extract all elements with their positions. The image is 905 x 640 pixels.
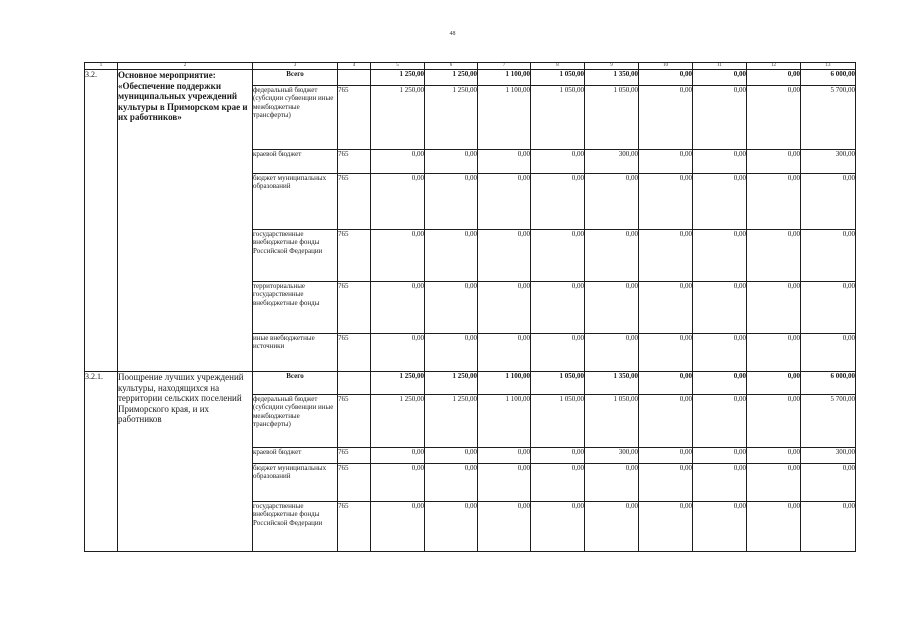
column-header: 7 xyxy=(478,63,531,70)
amount-cell: 0,00 xyxy=(639,150,693,174)
amount-cell: 0,00 xyxy=(371,230,425,282)
budget-code: 765 xyxy=(338,502,371,552)
amount-cell: 0,00 xyxy=(693,282,747,334)
budget-code: 765 xyxy=(338,230,371,282)
amount-cell: 0,00 xyxy=(585,334,639,372)
budget-table xyxy=(84,62,856,552)
funding-source: Всего xyxy=(253,372,338,395)
amount-cell: 0,00 xyxy=(531,502,585,552)
column-header: 10 xyxy=(639,63,693,70)
amount-cell: 0,00 xyxy=(747,150,801,174)
amount-cell: 0,00 xyxy=(478,334,531,372)
amount-cell: 0,00 xyxy=(425,502,478,552)
amount-cell: 1 100,00 xyxy=(478,86,531,150)
amount-cell: 0,00 xyxy=(478,174,531,230)
amount-cell: 0,00 xyxy=(801,230,856,282)
amount-cell: 0,00 xyxy=(639,395,693,448)
amount-cell: 300,00 xyxy=(801,150,856,174)
column-header: 5 xyxy=(371,63,425,70)
amount-cell: 0,00 xyxy=(371,150,425,174)
budget-code: 765 xyxy=(338,282,371,334)
budget-code: 765 xyxy=(338,334,371,372)
amount-cell: 0,00 xyxy=(425,174,478,230)
amount-cell: 6 000,00 xyxy=(801,70,856,86)
amount-cell: 0,00 xyxy=(639,86,693,150)
amount-cell: 1 250,00 xyxy=(425,70,478,86)
amount-cell: 0,00 xyxy=(801,464,856,502)
amount-cell: 0,00 xyxy=(801,334,856,372)
amount-cell: 0,00 xyxy=(531,448,585,464)
funding-source: краевой бюджет xyxy=(253,448,338,464)
amount-cell: 1 050,00 xyxy=(585,86,639,150)
amount-cell: 0,00 xyxy=(693,86,747,150)
funding-source: федеральный бюджет (субсидии субвенции иные межбюджетные трансферты) xyxy=(253,395,338,448)
amount-cell: 0,00 xyxy=(425,464,478,502)
amount-cell: 0,00 xyxy=(478,448,531,464)
amount-cell: 0,00 xyxy=(371,464,425,502)
amount-cell: 300,00 xyxy=(585,150,639,174)
amount-cell: 0,00 xyxy=(585,282,639,334)
column-header: 3 xyxy=(253,63,338,70)
column-header: 13 xyxy=(801,63,856,70)
budget-code xyxy=(338,70,371,86)
amount-cell: 0,00 xyxy=(478,150,531,174)
amount-cell: 0,00 xyxy=(425,150,478,174)
amount-cell: 0,00 xyxy=(639,372,693,395)
amount-cell: 1 250,00 xyxy=(371,372,425,395)
amount-cell: 0,00 xyxy=(801,174,856,230)
amount-cell: 0,00 xyxy=(639,448,693,464)
amount-cell: 1 250,00 xyxy=(425,372,478,395)
amount-cell: 1 350,00 xyxy=(585,70,639,86)
amount-cell: 0,00 xyxy=(639,174,693,230)
column-number-row xyxy=(85,63,856,70)
amount-cell: 0,00 xyxy=(639,464,693,502)
amount-cell: 6 000,00 xyxy=(801,372,856,395)
amount-cell: 1 250,00 xyxy=(425,395,478,448)
budget-code: 765 xyxy=(338,464,371,502)
amount-cell: 0,00 xyxy=(747,174,801,230)
amount-cell: 1 050,00 xyxy=(531,70,585,86)
item-index: 3.2.1. xyxy=(85,372,118,552)
amount-cell: 1 100,00 xyxy=(478,395,531,448)
amount-cell: 1 100,00 xyxy=(478,70,531,86)
funding-source: бюджет муниципальных образований xyxy=(253,464,338,502)
amount-cell: 1 250,00 xyxy=(425,86,478,150)
amount-cell: 0,00 xyxy=(747,395,801,448)
amount-cell: 0,00 xyxy=(693,150,747,174)
budget-code: 765 xyxy=(338,395,371,448)
column-header: 1 xyxy=(85,63,118,70)
amount-cell: 0,00 xyxy=(747,334,801,372)
amount-cell: 0,00 xyxy=(693,230,747,282)
amount-cell: 0,00 xyxy=(371,448,425,464)
amount-cell: 0,00 xyxy=(747,230,801,282)
amount-cell: 0,00 xyxy=(371,282,425,334)
amount-cell: 0,00 xyxy=(531,174,585,230)
amount-cell: 0,00 xyxy=(639,334,693,372)
amount-cell: 0,00 xyxy=(531,334,585,372)
amount-cell: 0,00 xyxy=(693,70,747,86)
amount-cell: 0,00 xyxy=(425,334,478,372)
amount-cell: 0,00 xyxy=(639,70,693,86)
table-row xyxy=(85,70,856,86)
amount-cell: 300,00 xyxy=(585,448,639,464)
amount-cell: 0,00 xyxy=(693,464,747,502)
amount-cell: 0,00 xyxy=(531,150,585,174)
amount-cell: 0,00 xyxy=(371,334,425,372)
amount-cell: 0,00 xyxy=(478,282,531,334)
amount-cell: 0,00 xyxy=(747,502,801,552)
amount-cell: 0,00 xyxy=(478,230,531,282)
amount-cell: 1 100,00 xyxy=(478,372,531,395)
amount-cell: 0,00 xyxy=(531,230,585,282)
amount-cell: 300,00 xyxy=(801,448,856,464)
amount-cell: 0,00 xyxy=(693,395,747,448)
funding-source: бюджет муниципальных образований xyxy=(253,174,338,230)
amount-cell: 0,00 xyxy=(371,502,425,552)
amount-cell: 5 700,00 xyxy=(801,395,856,448)
column-header: 4 xyxy=(338,63,371,70)
column-header: 2 xyxy=(118,63,253,70)
item-index: 3.2. xyxy=(85,70,118,372)
amount-cell: 0,00 xyxy=(531,464,585,502)
amount-cell: 0,00 xyxy=(693,448,747,464)
budget-code: 765 xyxy=(338,448,371,464)
amount-cell: 5 700,00 xyxy=(801,86,856,150)
amount-cell: 1 250,00 xyxy=(371,86,425,150)
funding-source: государственные внебюджетные фонды Российской Федерации xyxy=(253,230,338,282)
amount-cell: 0,00 xyxy=(693,174,747,230)
amount-cell: 0,00 xyxy=(371,174,425,230)
amount-cell: 0,00 xyxy=(747,70,801,86)
amount-cell: 0,00 xyxy=(747,464,801,502)
column-header: 11 xyxy=(693,63,747,70)
amount-cell: 0,00 xyxy=(639,282,693,334)
amount-cell: 0,00 xyxy=(425,282,478,334)
column-header: 6 xyxy=(425,63,478,70)
funding-source: федеральный бюджет (субсидии субвенции иные межбюджетные трансферты) xyxy=(253,86,338,150)
amount-cell: 0,00 xyxy=(478,464,531,502)
budget-code: 765 xyxy=(338,150,371,174)
amount-cell: 0,00 xyxy=(585,502,639,552)
amount-cell: 0,00 xyxy=(639,502,693,552)
amount-cell: 1 250,00 xyxy=(371,395,425,448)
funding-source: иные внебюджетные источники xyxy=(253,334,338,372)
table-row xyxy=(85,372,856,395)
amount-cell: 0,00 xyxy=(531,282,585,334)
amount-cell: 0,00 xyxy=(639,230,693,282)
amount-cell: 0,00 xyxy=(747,372,801,395)
amount-cell: 0,00 xyxy=(585,464,639,502)
amount-cell: 1 050,00 xyxy=(585,395,639,448)
column-header: 8 xyxy=(531,63,585,70)
budget-code: 765 xyxy=(338,174,371,230)
amount-cell: 1 050,00 xyxy=(531,86,585,150)
amount-cell: 0,00 xyxy=(693,334,747,372)
amount-cell: 1 050,00 xyxy=(531,372,585,395)
page-number: 48 xyxy=(449,31,456,37)
item-title: Поощрение лучших учреждений культуры, находящихся на территории сельских поселений Приморского края, и их работников xyxy=(118,372,253,552)
amount-cell: 0,00 xyxy=(747,448,801,464)
amount-cell: 0,00 xyxy=(747,282,801,334)
column-header: 12 xyxy=(747,63,801,70)
amount-cell: 0,00 xyxy=(425,448,478,464)
column-header: 9 xyxy=(585,63,639,70)
amount-cell: 0,00 xyxy=(585,174,639,230)
funding-source: Всего xyxy=(253,70,338,86)
amount-cell: 1 050,00 xyxy=(531,395,585,448)
amount-cell: 0,00 xyxy=(425,230,478,282)
amount-cell: 0,00 xyxy=(801,282,856,334)
amount-cell: 0,00 xyxy=(747,86,801,150)
amount-cell: 0,00 xyxy=(693,502,747,552)
funding-source: государственные внебюджетные фонды Российской Федерации xyxy=(253,502,338,552)
amount-cell: 0,00 xyxy=(585,230,639,282)
amount-cell: 0,00 xyxy=(693,372,747,395)
amount-cell: 1 250,00 xyxy=(371,70,425,86)
amount-cell: 0,00 xyxy=(801,502,856,552)
funding-source: территориальные государственные внебюджетные фонды xyxy=(253,282,338,334)
budget-code xyxy=(338,372,371,395)
amount-cell: 1 350,00 xyxy=(585,372,639,395)
funding-source: краевой бюджет xyxy=(253,150,338,174)
amount-cell: 0,00 xyxy=(478,502,531,552)
budget-code: 765 xyxy=(338,86,371,150)
item-title: Основное мероприятие: «Обеспечение поддержки муниципальных учреждений культуры в Приморском крае и их работников» xyxy=(118,70,253,372)
